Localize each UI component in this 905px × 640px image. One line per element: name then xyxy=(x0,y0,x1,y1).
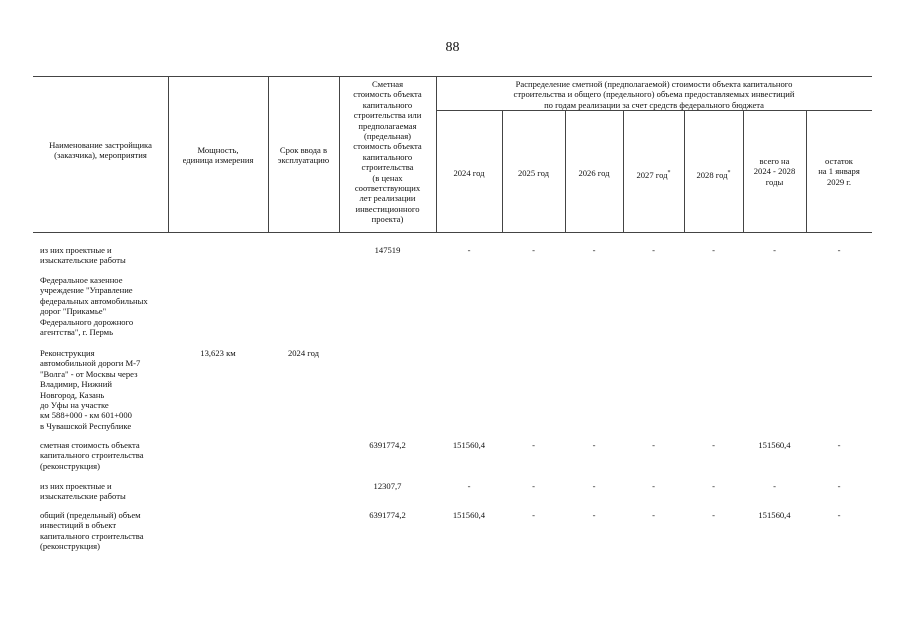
row-value: - xyxy=(837,510,841,520)
row-value: - xyxy=(467,481,471,491)
row-name: общий (предельный) объем инвестиций в объект капитального строительства (реконструкция) xyxy=(40,510,144,552)
row-value: - xyxy=(712,510,715,520)
header-year-2027 xyxy=(623,168,684,180)
footnote-mark: * xyxy=(667,170,671,176)
footnote-mark: * xyxy=(727,170,731,176)
year-label: 2025 год xyxy=(517,168,550,178)
row-name: Федеральное казенное учреждение "Управление федеральных автомобильных дорог "Прикамье" Федерального дорожного агентства", г. Пермь xyxy=(40,275,148,338)
row-value: - xyxy=(773,481,776,491)
row-value: - xyxy=(532,440,535,450)
row-value: - xyxy=(773,245,776,255)
row-name: из них проектные и изыскательские работы xyxy=(40,481,126,502)
header-year-2028 xyxy=(684,168,743,180)
row-cost: 147519 xyxy=(374,245,401,255)
header-year-2024 xyxy=(436,168,502,178)
row-value: - xyxy=(592,510,596,520)
row-cost: 6391774,2 xyxy=(369,440,406,450)
row-value: - xyxy=(837,245,841,255)
row-value: - xyxy=(467,245,471,255)
row-value: - xyxy=(712,245,715,255)
header-term: Срок ввода в эксплуатацию xyxy=(277,145,330,166)
header-year-2026 xyxy=(565,168,623,178)
row-term: 2024 год xyxy=(287,348,320,358)
header-cost: Сметная стоимость объекта капитального строительства или предполагаемая (предельная) стоимость объекта капитального строительства (в ценах соответствующих лет реализации инвестиционного проекта) xyxy=(353,79,422,225)
header-year-2025 xyxy=(502,168,565,178)
row-cost: 12307,7 xyxy=(373,481,402,491)
row-value: - xyxy=(652,440,655,450)
row-value: 151560,4 xyxy=(758,510,791,520)
row-name: из них проектные и изыскательские работы xyxy=(40,245,126,266)
table-header-bottom-rule xyxy=(33,232,872,233)
header-capacity: Мощность, единица измерения xyxy=(182,145,254,166)
row-name: сметная стоимость объекта капитального строительства (реконструкция) xyxy=(40,440,144,471)
year-label: 2027 год xyxy=(636,169,668,180)
row-value: - xyxy=(592,481,596,491)
row-value: 151560,4 xyxy=(452,510,486,520)
row-value: - xyxy=(592,440,596,450)
row-value: 151560,4 xyxy=(758,440,791,450)
page-number: 88 xyxy=(445,40,460,55)
year-label: 2024 год xyxy=(453,168,485,178)
row-value: 151560,4 xyxy=(452,440,486,450)
row-value: - xyxy=(652,245,655,255)
year-label: 2026 год xyxy=(578,168,610,178)
row-value: - xyxy=(712,440,715,450)
table-top-rule xyxy=(33,76,872,77)
row-value: - xyxy=(837,440,841,450)
header-remainder: остаток на 1 января 2029 г. xyxy=(818,156,860,187)
row-value: - xyxy=(712,481,715,491)
row-capacity: 13,623 км xyxy=(200,348,236,358)
header-distribution: Распределение сметной (предполагаемой) стоимости объекта капитального строительства и общего (предельного) объема предоставляемых инвестиций по годам реализации за счет средств федерального бюджета xyxy=(513,79,795,110)
header-name: Наименование застройщика (заказчика), мероприятия xyxy=(49,140,152,161)
row-name: Реконструкция автомобильной дороги М-7 "Волга" - от Москвы через Владимир, Нижний Новгород, Казань до Уфы на участке км 588+000 - км 601+000 в Чувашской Республике xyxy=(40,348,141,431)
row-value: - xyxy=(532,481,535,491)
header-total: всего на 2024 - 2028 годы xyxy=(753,156,796,187)
row-value: - xyxy=(652,481,655,491)
row-value: - xyxy=(532,510,535,520)
row-value: - xyxy=(652,510,655,520)
row-value: - xyxy=(837,481,841,491)
row-value: - xyxy=(532,245,535,255)
row-value: - xyxy=(592,245,596,255)
year-label: 2028 год xyxy=(696,169,728,180)
row-cost: 6391774,2 xyxy=(369,510,406,520)
